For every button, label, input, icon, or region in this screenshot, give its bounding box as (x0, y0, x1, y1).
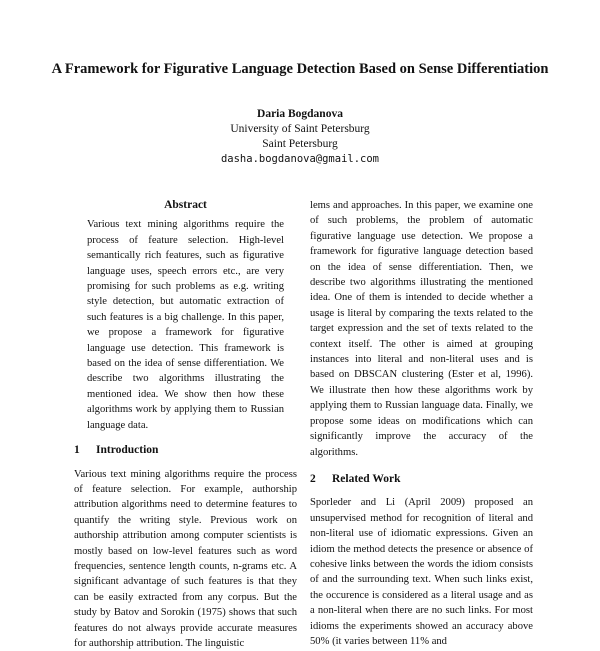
right-column (310, 198, 533, 649)
section-number: 1 (74, 443, 96, 458)
author-affiliation: University of Saint Petersburg (100, 122, 500, 137)
section-heading-introduction (74, 443, 297, 458)
author-email[interactable]: dasha.bogdanova@gmail.com (100, 152, 500, 167)
author-name: Daria Bogdanova (100, 107, 500, 122)
section-number: 2 (310, 472, 332, 487)
related-work-text: Sporleder and Li (April 2009) proposed an unsupervised method for recognition of literal and non-literal use of idiomatic expressions. Given an idiom the method detects the presence or absence of cohesive links between the words the idiom consists of and the surrounding text. When such links exist, the occurence is considered as a literal usage and as a non-literal when there are no such links. For most idioms the experiments showed an accuracy above 50% (it varies between 11% and (310, 495, 533, 649)
section-title: Introduction (96, 444, 158, 456)
author-block (100, 107, 500, 167)
section-heading-related-work (310, 472, 533, 487)
introduction-text: Various text mining algorithms require the process of feature selection. For example, authorship attribution algorithms need to determine features to quantify the writing style. Previous work on authorship attribution among computer scientists is mostly based on low-level features such as word frequencies, sentence length counts, n-grams etc. A significant advantage of such features is that they can be easily extracted from any corpus. But the study by Batov and Sorokin (1975) shows that such features do not always provide accurate measures for authorship attribution. The linguistic (74, 467, 297, 651)
left-column (74, 198, 297, 651)
abstract-text: Various text mining algorithms require the process of feature selection. High-level semantically rich features, such as figurative language uses, speech errors etc., are very promising for such problems as e.g. writing style detection, but automatic extraction of such features is a big challenge. In this paper, we propose a framework for figurative language use detection. This framework is based on the idea of sense differentiation. We describe two algorithms illustrating the mentioned idea. We show then how these algorithms work by applying them to Russian language data. (87, 217, 284, 433)
abstract-heading: Abstract (74, 198, 297, 213)
section-title: Related Work (332, 473, 400, 485)
author-city: Saint Petersburg (100, 137, 500, 152)
paper-title: A Framework for Figurative Language Detection Based on Sense Differentiation (40, 60, 560, 79)
introduction-continuation-text: lems and approaches. In this paper, we examine one of such problems, the problem of automatic figurative language use detection. We propose a framework for figurative language detection based on the idea of sense differentiation. Then, we describe two algorithms illustrating the mentioned idea. One of them is intended to decide whether a usage is literal by comparing the texts related to the target expression and the set of texts related to the context itself. The other is aimed at grouping instances into literal and non-literal uses and is based on DBSCAN clustering (Ester et al, 1996). We illustrate then how these algorithms work by applying them to Russian language data. Finally, we propose some ideas on modifications which can significantly improve the accuracy of the algorithms. (310, 198, 533, 460)
